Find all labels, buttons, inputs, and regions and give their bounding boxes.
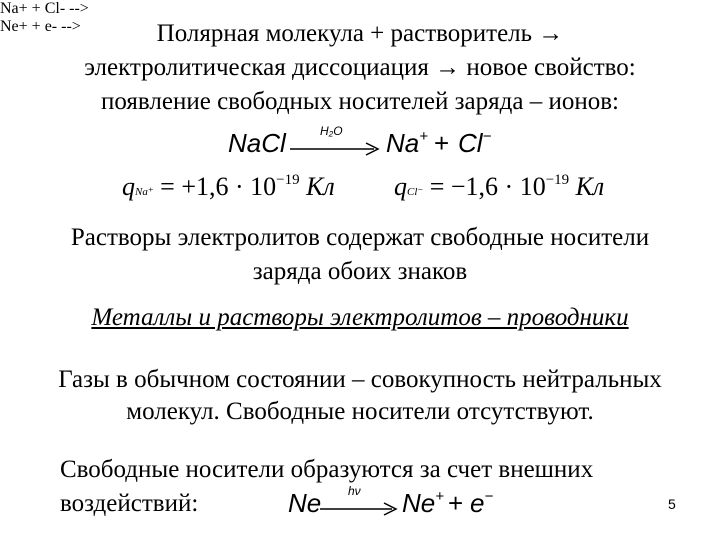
plus-sign-2: + [448,488,464,518]
intro-line-1: Полярная молекула + растворитель → [156,20,564,47]
external-line-2: воздействий: [60,490,199,517]
ionization-arrow [320,502,400,516]
condition-h2o: H₂O [320,124,343,138]
product-cl: Cl− [458,128,492,158]
reactant-nacl: NaCl [228,128,286,158]
charge-cl: $qCl^- = -1,6 \cdot 10^{-19}$ Кл [394,172,605,201]
slide: Полярная молекула + растворитель → электролитическая диссоциация → новое свойство: появление свободных носителей заряда – ионов: Na+ + Cl- --> NaCl H₂O Na+ + Cl− $qNa^+ = +1,6 \cdot 10^{-19}$ Кл $qCl^- = -1,6 \cdot 10^{-19}$ Кл Растворы электролитов содержат свободные носители заряда обоих знаков Металлы и растворы электролитов – проводники Газы в обычном состоянии – совокупность нейтральных молекул. Свободные носители отсутствуют. Свободные носители образуются за счет внешних воздействий: Ne+ + e- --> Ne hν Ne+ + e− 5 [0,0,720,540]
electrolytes-line-2: заряда обоих знаков [252,258,468,285]
intro-line-3: появление свободных носителей заряда – ионов: [101,88,619,115]
electrolytes-line-1: Растворы электролитов содержат свободные носители [70,224,650,251]
product-ne-ion: Ne+ [402,488,445,518]
product-na: Na+ [386,128,429,158]
product-electron: e− [470,488,494,518]
external-line-1: Свободные носители образуются за счет внешних [60,456,594,483]
reaction-arrow [290,142,382,156]
plus-sign-1: + [434,128,450,158]
intro-line-2: электролитическая диссоциация → новое свойство: [84,54,636,81]
reactant-ne: Ne [288,488,322,518]
conductors-statement: Металлы и растворы электролитов – проводники [91,304,629,331]
gases-line-2: молекул. Свободные носители отсутствуют. [126,398,594,425]
condition-hv: hν [348,484,361,498]
slide-number: 5 [668,496,676,512]
gases-line-1: Газы в обычном состоянии – совокупность нейтральных [58,366,662,393]
charge-na: $qNa^+ = +1,6 \cdot 10^{-19}$ Кл [122,172,335,201]
